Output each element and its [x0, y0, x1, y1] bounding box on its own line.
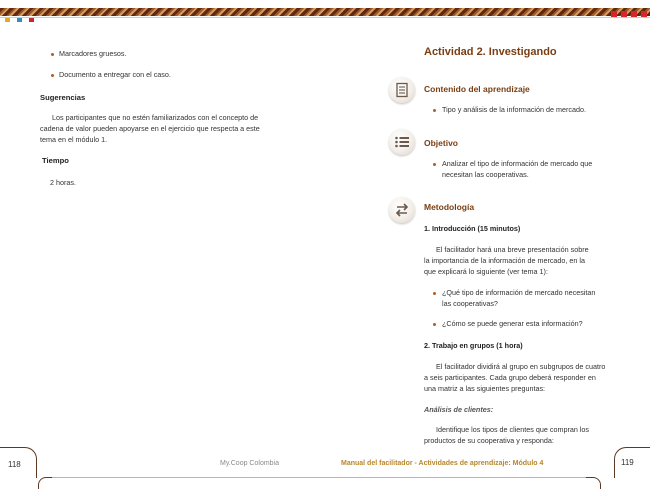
clientes-text-line: productos de su cooperativa y responda:: [424, 436, 554, 445]
bullet-icon: [433, 323, 436, 326]
tiempo-value: 2 horas.: [50, 178, 76, 187]
footer-line: [325, 477, 586, 478]
question-line: ¿Cómo se puede generar esta información?: [442, 319, 583, 328]
bullet-icon: [51, 74, 54, 77]
objetivo-heading: Objetivo: [424, 138, 459, 148]
grupos-text-line: a seis participantes. Cada grupo deberá responder en: [424, 373, 596, 382]
footer-brand: My.Coop Colombia: [220, 460, 280, 467]
metodologia-heading: Metodología: [424, 202, 475, 212]
sugerencias-text-line: cadena de valor pueden apoyarse en el ejercicio que respecta a este: [40, 124, 260, 133]
intro-text-line: la importancia de la información de mercado, en la: [424, 256, 586, 265]
objetivo-text-line: Analizar el tipo de información de mercado que: [442, 159, 593, 168]
grupos-heading: 2. Trabajo en grupos (1 hora): [424, 341, 523, 350]
page-number: 119: [621, 458, 634, 467]
footer-corner: [38, 477, 53, 489]
clientes-text-line: Identifique los tipos de clientes que compran los: [436, 425, 590, 434]
list-icon: [389, 129, 415, 155]
right-page: [325, 0, 650, 488]
footer-line: [52, 477, 325, 478]
sugerencias-heading: Sugerencias: [40, 93, 86, 102]
bullet-icon: [433, 292, 436, 295]
footer-manual-title: Manual del facilitador - Actividades de aprendizaje: Módulo 4: [341, 460, 544, 467]
bullet-icon: [51, 53, 54, 56]
left-page: [0, 0, 325, 488]
clientes-heading: Análisis de clientes:: [424, 405, 494, 414]
footer-corner: [586, 477, 601, 489]
tiempo-heading: Tiempo: [42, 156, 69, 165]
activity-title: Actividad 2. Investigando: [424, 46, 557, 58]
question-line: las cooperativas?: [442, 299, 498, 308]
intro-text-line: El facilitador hará una breve presentación sobre: [436, 245, 589, 254]
question-line: ¿Qué tipo de información de mercado necesitan: [442, 288, 596, 297]
contenido-heading: Contenido del aprendizaje: [424, 84, 530, 94]
objetivo-text-line: necesitan las cooperativas.: [442, 170, 529, 179]
sugerencias-text-line: tema en el módulo 1.: [40, 135, 108, 144]
sugerencias-text-line: Los participantes que no estén familiarizados con el concepto de: [52, 113, 259, 122]
intro-heading: 1. Introducción (15 minutos): [424, 224, 521, 233]
material-item: Marcadores gruesos.: [59, 49, 127, 58]
bullet-icon: [433, 109, 436, 112]
bullet-icon: [433, 163, 436, 166]
material-item: Documento a entregar con el caso.: [59, 70, 171, 79]
arrows-icon: [389, 197, 415, 223]
grupos-text-line: una matriz a las siguientes preguntas:: [424, 384, 546, 393]
contenido-item: Tipo y análisis de la información de mercado.: [442, 105, 586, 114]
intro-text-line: que explicará lo siguiente (ver tema 1):: [424, 267, 548, 276]
grupos-text-line: El facilitador dividirá al grupo en subgrupos de cuatro: [436, 362, 606, 371]
page-number: 118: [8, 460, 21, 469]
document-icon: [389, 77, 415, 103]
